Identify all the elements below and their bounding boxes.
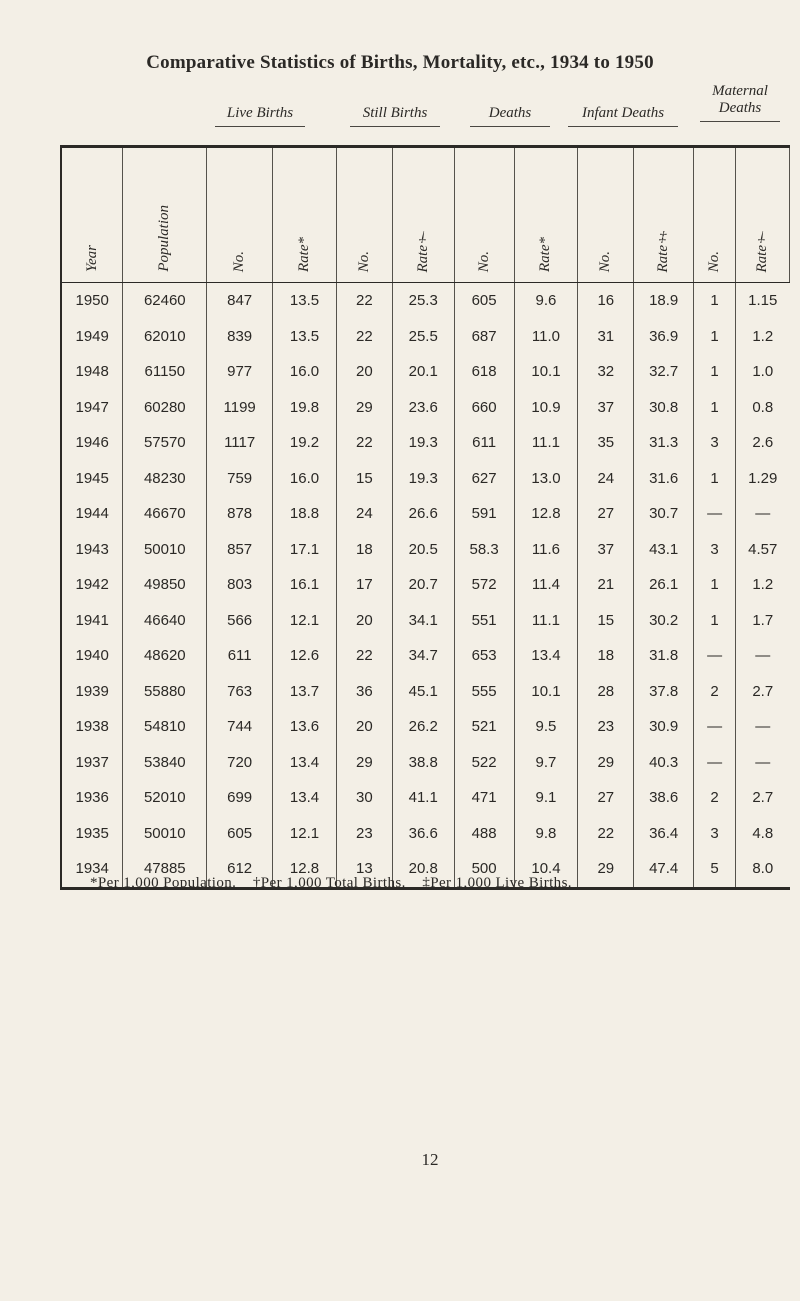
table-cell: 29 (578, 851, 634, 888)
table-cell: 57570 (123, 425, 207, 461)
group-maternal-label-line1: Maternal (712, 83, 768, 99)
table-cell: 11.1 (514, 603, 578, 639)
table-cell: 1944 (61, 496, 123, 532)
group-still-births-rule (350, 126, 440, 127)
table-cell: 1.15 (736, 283, 790, 319)
table-cell: 41.1 (392, 780, 454, 816)
table-cell: 488 (454, 816, 514, 852)
table-cell: 627 (454, 461, 514, 497)
group-deaths (460, 105, 560, 127)
group-live-births (195, 105, 325, 127)
table-cell: 20 (336, 354, 392, 390)
column-header-label: Rate‡ (655, 228, 672, 272)
table-row (61, 816, 790, 852)
table-cell: 30.9 (634, 709, 694, 745)
table-cell: 9.6 (514, 283, 578, 319)
table-cell: 30.7 (634, 496, 694, 532)
table-cell: 45.1 (392, 674, 454, 710)
table-cell: 572 (454, 567, 514, 603)
table-cell: 37.8 (634, 674, 694, 710)
table-cell: 2.7 (736, 674, 790, 710)
group-deaths-label: Deaths (488, 105, 532, 121)
table-cell: 612 (207, 851, 273, 888)
table-cell: 1945 (61, 461, 123, 497)
table-cell: 1 (694, 603, 736, 639)
table-cell: 36 (336, 674, 392, 710)
table-cell: 62460 (123, 283, 207, 319)
table-cell: 15 (578, 603, 634, 639)
table-cell: 803 (207, 567, 273, 603)
table-cell: 11.1 (514, 425, 578, 461)
table-cell: 2.6 (736, 425, 790, 461)
table-cell: 46640 (123, 603, 207, 639)
column-header (694, 147, 736, 283)
table-cell: 19.2 (273, 425, 337, 461)
table-cell: 12.8 (273, 851, 337, 888)
table-cell: 20.5 (392, 532, 454, 568)
table-cell: 25.3 (392, 283, 454, 319)
table-cell: 1 (694, 461, 736, 497)
table-cell: 12.1 (273, 603, 337, 639)
table-row (61, 461, 790, 497)
table-cell: 60280 (123, 390, 207, 426)
table-cell: 522 (454, 745, 514, 781)
table-cell: 16.0 (273, 461, 337, 497)
table-cell: 24 (578, 461, 634, 497)
table-cell: 20.7 (392, 567, 454, 603)
group-infant-deaths-rule (568, 126, 678, 127)
table-cell: 20.8 (392, 851, 454, 888)
table-cell: 11.6 (514, 532, 578, 568)
table-cell: 17.1 (273, 532, 337, 568)
table-cell: 1 (694, 567, 736, 603)
table-cell: 720 (207, 745, 273, 781)
table-cell: 31.3 (634, 425, 694, 461)
table-cell: 58.3 (454, 532, 514, 568)
table-cell: 1947 (61, 390, 123, 426)
table-cell: 37 (578, 390, 634, 426)
table-header-row (61, 147, 790, 283)
table-cell: 20.1 (392, 354, 454, 390)
table-cell: 23.6 (392, 390, 454, 426)
table-cell: 10.1 (514, 354, 578, 390)
column-header (61, 147, 123, 283)
table-cell: 35 (578, 425, 634, 461)
table-cell: 18.8 (273, 496, 337, 532)
table-cell: 471 (454, 780, 514, 816)
table-cell: 19.8 (273, 390, 337, 426)
table-cell: 26.2 (392, 709, 454, 745)
table-cell: 47885 (123, 851, 207, 888)
table-cell: 566 (207, 603, 273, 639)
column-header (207, 147, 273, 283)
table-row (61, 567, 790, 603)
table-cell: 11.4 (514, 567, 578, 603)
table-cell: 1938 (61, 709, 123, 745)
table-cell: 977 (207, 354, 273, 390)
table-cell: 0.8 (736, 390, 790, 426)
table-cell: — (694, 745, 736, 781)
table-row (61, 674, 790, 710)
table-cell: 660 (454, 390, 514, 426)
group-maternal-deaths (690, 83, 790, 122)
table-cell: 1117 (207, 425, 273, 461)
table-cell: 1949 (61, 319, 123, 355)
table-cell: 61150 (123, 354, 207, 390)
table-cell: 23 (578, 709, 634, 745)
table-cell: 24 (336, 496, 392, 532)
table-cell: 611 (454, 425, 514, 461)
table-cell: 1950 (61, 283, 123, 319)
table-cell: 1936 (61, 780, 123, 816)
table-cell: 13.7 (273, 674, 337, 710)
table-cell: 12.1 (273, 816, 337, 852)
table-cell: 37 (578, 532, 634, 568)
table-cell: 1.2 (736, 567, 790, 603)
table-cell: 48230 (123, 461, 207, 497)
table-cell: 55880 (123, 674, 207, 710)
table-cell: 26.6 (392, 496, 454, 532)
table-cell: 40.3 (634, 745, 694, 781)
table-cell: 500 (454, 851, 514, 888)
table-cell: 62010 (123, 319, 207, 355)
table-cell: 1942 (61, 567, 123, 603)
table-cell: 1948 (61, 354, 123, 390)
table-cell: 36.9 (634, 319, 694, 355)
table-cell: 22 (336, 425, 392, 461)
table-cell: 591 (454, 496, 514, 532)
table-cell: 687 (454, 319, 514, 355)
table-cell: — (694, 709, 736, 745)
table-cell: 12.8 (514, 496, 578, 532)
table-cell: 3 (694, 816, 736, 852)
table-row (61, 283, 790, 319)
table-cell: 27 (578, 496, 634, 532)
table-cell: 1 (694, 390, 736, 426)
table-cell: 29 (336, 390, 392, 426)
table-cell: — (736, 745, 790, 781)
group-infant-deaths (558, 105, 688, 127)
table-row (61, 425, 790, 461)
table-cell: 11.0 (514, 319, 578, 355)
table-cell: 9.1 (514, 780, 578, 816)
table-cell: 22 (578, 816, 634, 852)
table-cell: 1943 (61, 532, 123, 568)
table-cell: 5 (694, 851, 736, 888)
table-cell: 23 (336, 816, 392, 852)
table-cell: 3 (694, 425, 736, 461)
table-cell: 1 (694, 319, 736, 355)
table-cell: 4.57 (736, 532, 790, 568)
table-row (61, 638, 790, 674)
table-cell: 22 (336, 283, 392, 319)
column-header-label: No. (475, 250, 492, 272)
table-row (61, 745, 790, 781)
table-cell: 13.5 (273, 319, 337, 355)
group-maternal-label-line2: Deaths (718, 100, 762, 116)
table-cell: 2 (694, 674, 736, 710)
table-cell: 1935 (61, 816, 123, 852)
table-cell: 48620 (123, 638, 207, 674)
table-cell: 49850 (123, 567, 207, 603)
table-cell: 22 (336, 319, 392, 355)
column-header-label: Year (83, 245, 100, 272)
table-row (61, 603, 790, 639)
table-cell: 1941 (61, 603, 123, 639)
table-row (61, 390, 790, 426)
table-cell: 12.6 (273, 638, 337, 674)
column-group-headers (0, 83, 800, 145)
table-cell: 32.7 (634, 354, 694, 390)
column-header-label: No. (355, 250, 372, 272)
table-cell: 22 (336, 638, 392, 674)
page-number: 12 (421, 1150, 439, 1169)
table-cell: 17 (336, 567, 392, 603)
table-cell: 31.8 (634, 638, 694, 674)
table-cell: 857 (207, 532, 273, 568)
table-cell: 13.0 (514, 461, 578, 497)
table-cell: 9.5 (514, 709, 578, 745)
column-header (634, 147, 694, 283)
table-cell: 699 (207, 780, 273, 816)
column-header (273, 147, 337, 283)
table-cell: 20 (336, 603, 392, 639)
column-header-label: No. (231, 250, 248, 272)
table-cell: 653 (454, 638, 514, 674)
column-header-label: Population (156, 205, 173, 272)
table-cell: 30 (336, 780, 392, 816)
table-cell: 34.1 (392, 603, 454, 639)
statistics-table (60, 145, 790, 890)
column-header-label: Rate* (296, 237, 312, 272)
group-maternal-rule (700, 121, 780, 122)
table-cell: 3 (694, 532, 736, 568)
table-cell: 839 (207, 319, 273, 355)
column-header (392, 147, 454, 283)
footnote: *Per 1,000 Population. †Per 1,000 Total Births. ‡Per 1,000 Live Births. (90, 875, 572, 891)
table-cell: 53840 (123, 745, 207, 781)
table-cell: 1199 (207, 390, 273, 426)
table-cell: 555 (454, 674, 514, 710)
table-cell: 13.4 (514, 638, 578, 674)
table-cell: — (694, 638, 736, 674)
table-row (61, 354, 790, 390)
table-cell: 13 (336, 851, 392, 888)
table-cell: 25.5 (392, 319, 454, 355)
table-cell: 10.9 (514, 390, 578, 426)
column-header-label: No. (706, 250, 723, 272)
table-cell: 31 (578, 319, 634, 355)
column-header-label: No. (597, 250, 614, 272)
group-still-births-label: Still Births (362, 105, 428, 121)
group-deaths-rule (470, 126, 550, 127)
table-cell: 605 (207, 816, 273, 852)
table-cell: 13.4 (273, 745, 337, 781)
table-row (61, 532, 790, 568)
table-row (61, 496, 790, 532)
table-cell: 551 (454, 603, 514, 639)
table-cell: 10.4 (514, 851, 578, 888)
table-cell: 1.29 (736, 461, 790, 497)
table-cell: 19.3 (392, 461, 454, 497)
table-cell: 18 (578, 638, 634, 674)
table-cell: 759 (207, 461, 273, 497)
column-header-label: Rate† (414, 228, 431, 272)
table-cell: 1.2 (736, 319, 790, 355)
table-row (61, 780, 790, 816)
table-cell: 1.7 (736, 603, 790, 639)
table-cell: 34.7 (392, 638, 454, 674)
table-cell: 28 (578, 674, 634, 710)
table-row (61, 709, 790, 745)
column-header (336, 147, 392, 283)
table-cell: 20 (336, 709, 392, 745)
table-cell: 8.0 (736, 851, 790, 888)
table-cell: 50010 (123, 816, 207, 852)
table-cell: — (736, 496, 790, 532)
column-header-label: Rate† (754, 228, 770, 272)
column-header (454, 147, 514, 283)
table-cell: 1 (694, 354, 736, 390)
page-title: Comparative Statistics of Births, Mortality, etc., 1934 to 1950 (146, 52, 654, 73)
table-cell: 19.3 (392, 425, 454, 461)
table-cell: 18.9 (634, 283, 694, 319)
table-cell: 2.7 (736, 780, 790, 816)
table-cell: — (694, 496, 736, 532)
table-cell: 13.6 (273, 709, 337, 745)
table-cell: 605 (454, 283, 514, 319)
table-cell: 26.1 (634, 567, 694, 603)
table-cell: 38.6 (634, 780, 694, 816)
table-cell: 10.1 (514, 674, 578, 710)
table-cell: 16.0 (273, 354, 337, 390)
table-cell: 36.4 (634, 816, 694, 852)
table-cell: 521 (454, 709, 514, 745)
table-cell: 43.1 (634, 532, 694, 568)
table-cell: 763 (207, 674, 273, 710)
table-cell: 29 (336, 745, 392, 781)
table-cell: 47.4 (634, 851, 694, 888)
table-cell: 1.0 (736, 354, 790, 390)
group-live-births-label: Live Births (226, 105, 294, 121)
column-header (736, 147, 790, 283)
table-cell: 13.5 (273, 283, 337, 319)
group-infant-deaths-label: Infant Deaths (581, 105, 665, 121)
table-cell: 1946 (61, 425, 123, 461)
table-cell: 2 (694, 780, 736, 816)
table-row (61, 319, 790, 355)
table-cell: 16.1 (273, 567, 337, 603)
table-cell: — (736, 638, 790, 674)
table-cell: 30.8 (634, 390, 694, 426)
table-cell: 611 (207, 638, 273, 674)
column-header-label: Rate* (537, 237, 554, 272)
column-header (123, 147, 207, 283)
table-cell: 618 (454, 354, 514, 390)
table-cell: 1 (694, 283, 736, 319)
table-cell: 46670 (123, 496, 207, 532)
table-cell: 13.4 (273, 780, 337, 816)
table-cell: 27 (578, 780, 634, 816)
table-cell: 1934 (61, 851, 123, 888)
table-cell: 878 (207, 496, 273, 532)
table-cell: 16 (578, 283, 634, 319)
column-header (578, 147, 634, 283)
table-body (61, 283, 790, 889)
table-cell: 36.6 (392, 816, 454, 852)
table-cell: 31.6 (634, 461, 694, 497)
table-cell: — (736, 709, 790, 745)
table-cell: 1939 (61, 674, 123, 710)
table-cell: 30.2 (634, 603, 694, 639)
table-cell: 18 (336, 532, 392, 568)
table-cell: 38.8 (392, 745, 454, 781)
group-still-births (335, 105, 455, 127)
table-cell: 744 (207, 709, 273, 745)
table-cell: 50010 (123, 532, 207, 568)
table-cell: 29 (578, 745, 634, 781)
table-cell: 21 (578, 567, 634, 603)
table-cell: 52010 (123, 780, 207, 816)
table-cell: 1940 (61, 638, 123, 674)
table-cell: 9.7 (514, 745, 578, 781)
table-cell: 1937 (61, 745, 123, 781)
table-cell: 9.8 (514, 816, 578, 852)
group-live-births-rule (215, 126, 305, 127)
table-cell: 847 (207, 283, 273, 319)
table-cell: 4.8 (736, 816, 790, 852)
table-cell: 15 (336, 461, 392, 497)
table-cell: 32 (578, 354, 634, 390)
table-cell: 54810 (123, 709, 207, 745)
column-header (514, 147, 578, 283)
